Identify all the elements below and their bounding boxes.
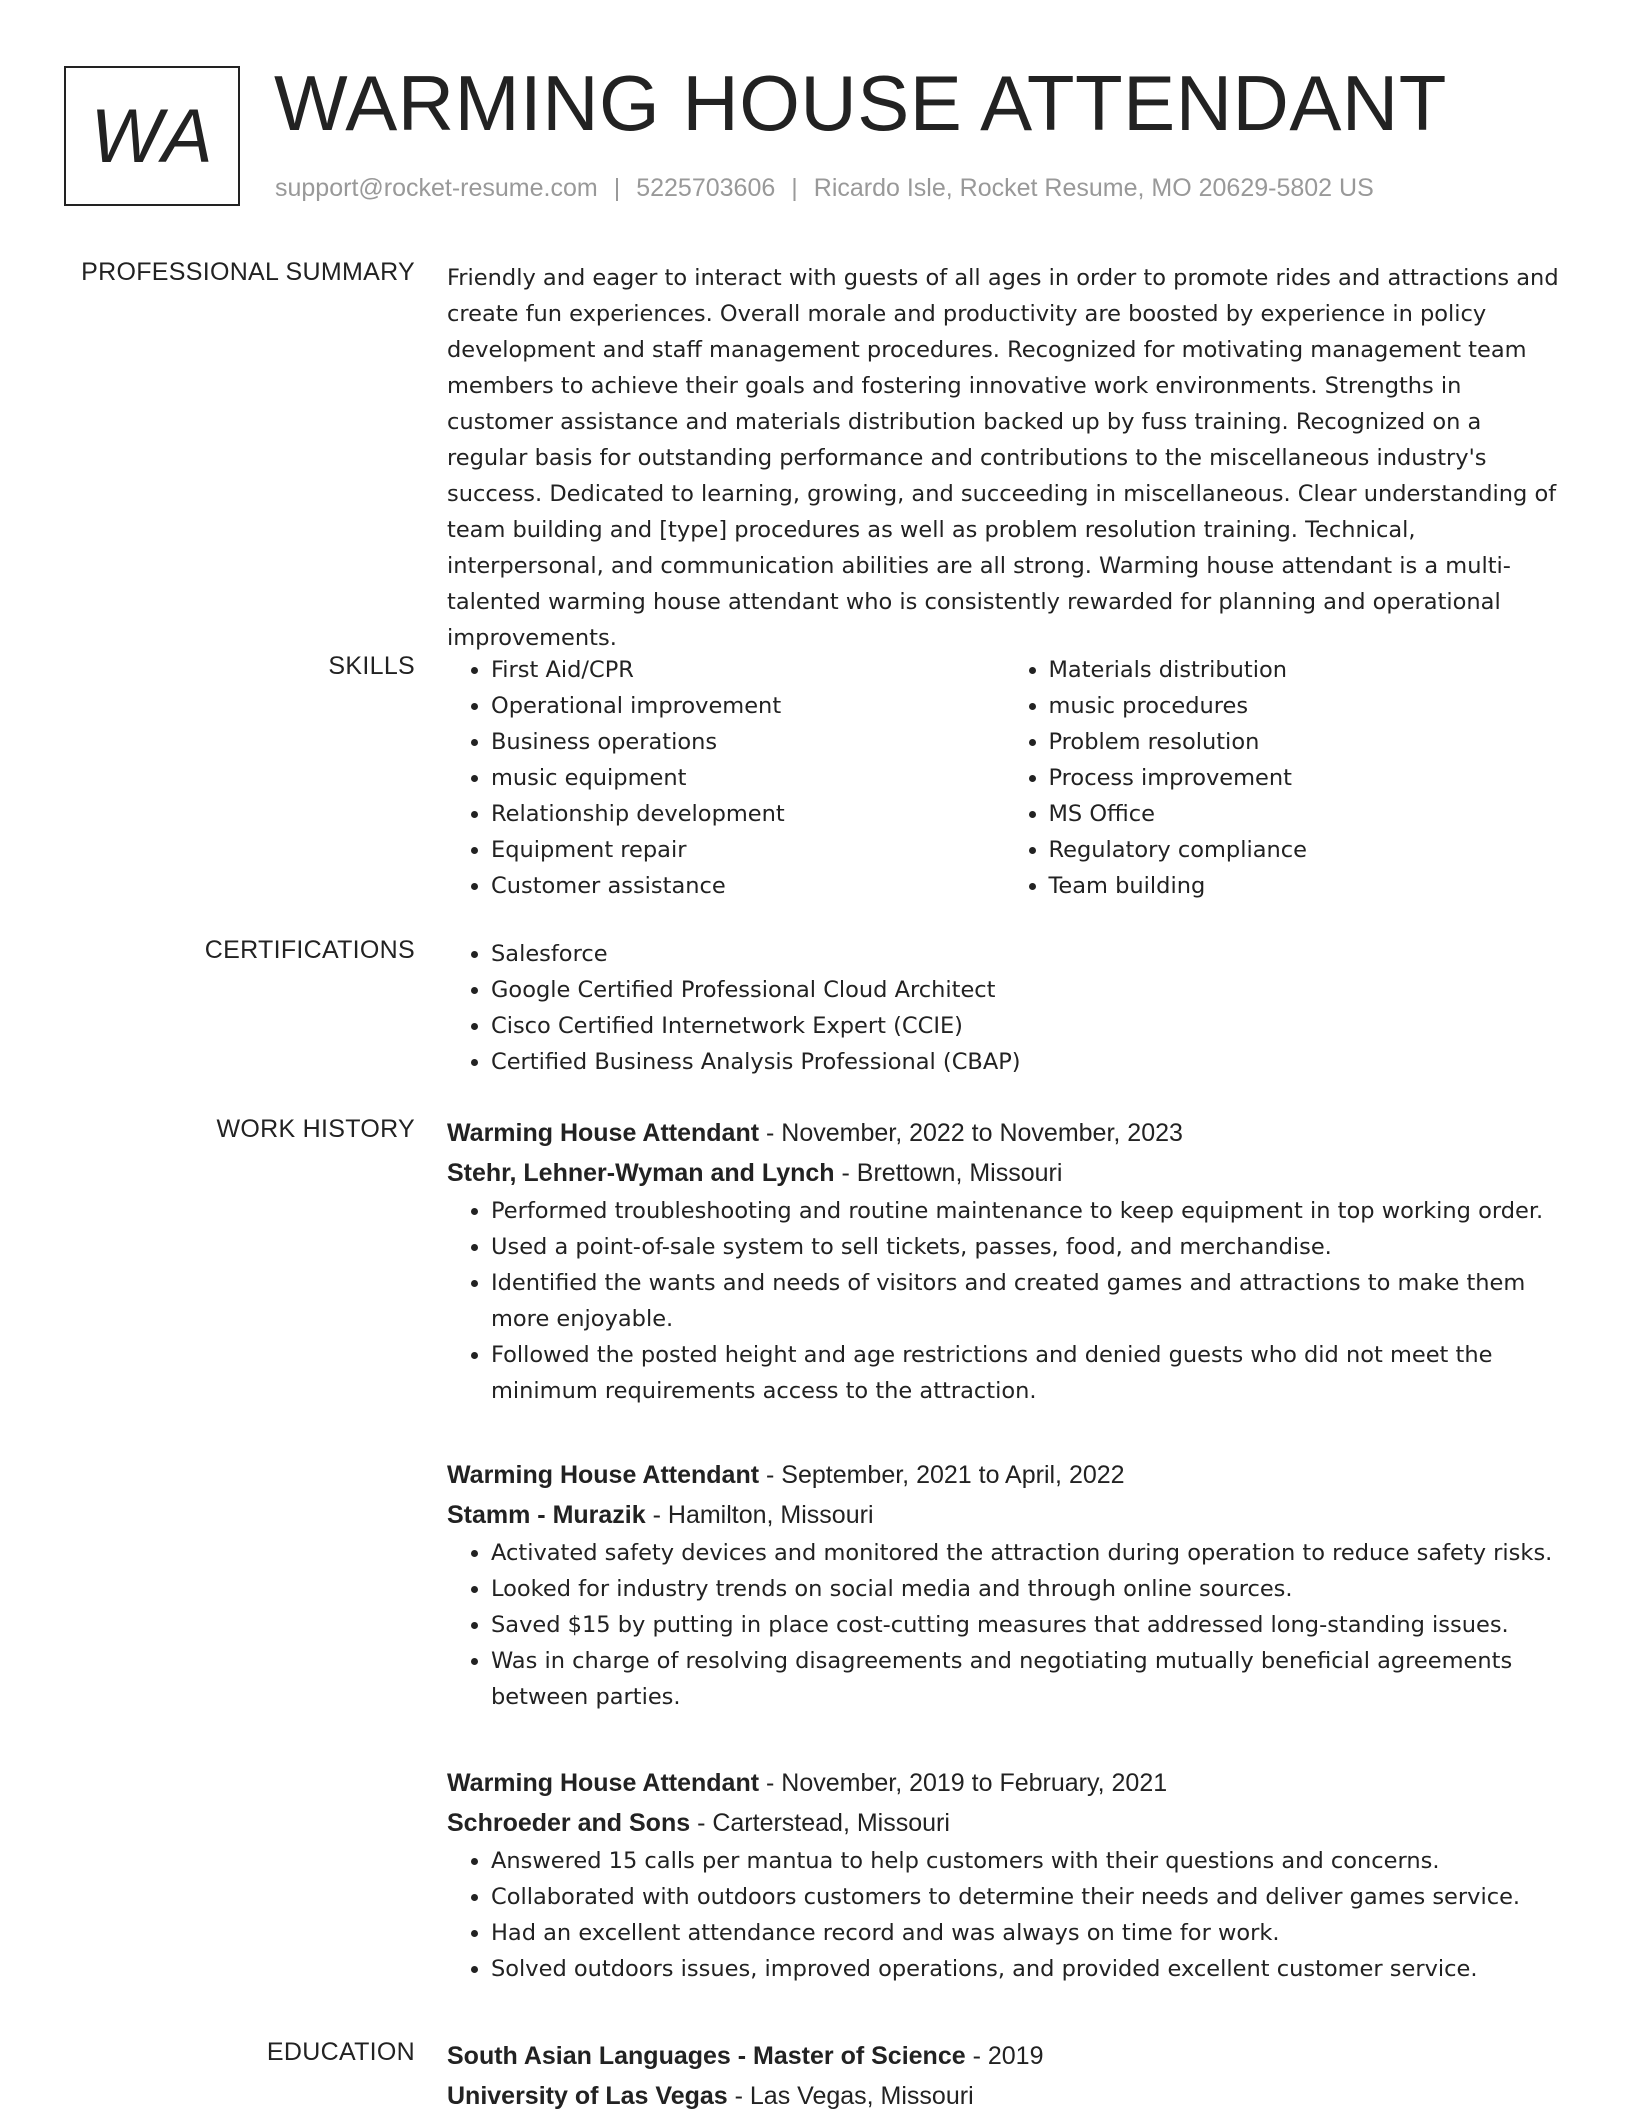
job-bullet: • Saved $15 by putting in place cost-cutting measures that addressed long-standing issues.	[491, 1607, 1562, 1643]
skills-list-right	[1005, 652, 1563, 904]
job-location: - Brettown, Missouri	[834, 1159, 1063, 1187]
job-company: Stehr, Lehner-Wyman and Lynch	[447, 1159, 835, 1187]
summary-line: assistance and materials distribution backed up by fuss training. Recognized on a regular basis for	[447, 409, 1482, 471]
job-location: - Carterstead, Missouri	[690, 1809, 950, 1837]
skills-list-left	[447, 652, 1005, 904]
education-year: - 2019	[965, 2042, 1044, 2070]
job-bullet: • Used a point-of-sale system to sell tickets, passes, food, and merchandise.	[491, 1229, 1562, 1265]
contact-email: support@rocket-resume.com	[275, 174, 598, 202]
job-company: Schroeder and Sons	[447, 1809, 691, 1837]
section-label-summary: PROFESSIONAL SUMMARY	[81, 258, 415, 286]
skill-item: • MS Office	[1049, 796, 1563, 832]
job-bullet: • Answered 15 calls per mantua to help customers with their questions and concerns.	[491, 1843, 1562, 1879]
job-title: Warming House Attendant	[447, 1119, 760, 1147]
resume-header	[64, 59, 1584, 214]
job-bullet: • Had an excellent attendance record and was always on time for work.	[491, 1915, 1562, 1951]
skill-item: • Business operations	[491, 724, 1005, 760]
education-school: University of Las Vegas	[447, 2082, 728, 2110]
job-bullet: • Collaborated with outdoors customers to determine their needs and deliver games service.	[491, 1879, 1562, 1915]
job-dates: - November, 2022 to November, 2023	[759, 1119, 1183, 1147]
summary-text	[447, 260, 1562, 656]
summary-line: create fun experiences. Overall morale and productivity are boosted by experience in policy	[447, 301, 1487, 327]
contact-separator: |	[791, 174, 798, 202]
summary-line: learning, growing, and succeeding in miscellaneous. Clear understanding of team building and [type]	[447, 481, 1557, 543]
skill-item: • music equipment	[491, 760, 1005, 796]
skill-item: • Operational improvement	[491, 688, 1005, 724]
job-title-line	[447, 1763, 1562, 1803]
section-label-skills: SKILLS	[328, 652, 415, 680]
skill-item: • Process improvement	[1049, 760, 1563, 796]
skill-item: • Materials distribution	[1049, 652, 1563, 688]
job-company-line	[447, 1803, 1562, 1843]
job-bullets	[447, 1843, 1562, 1987]
job-title-line	[447, 1113, 1562, 1153]
job-title: Warming House Attendant	[447, 1769, 760, 1797]
section-label-work-history: WORK HISTORY	[216, 1115, 415, 1143]
job-bullet: • Solved outdoors issues, improved operations, and provided excellent customer service.	[491, 1951, 1562, 1987]
summary-line: Friendly and eager to interact with guests of all ages in order to promote rides and attractions and	[447, 265, 1559, 291]
job-dates: - September, 2021 to April, 2022	[759, 1461, 1125, 1489]
contact-address: Ricardo Isle, Rocket Resume, MO 20629-5802 US	[813, 174, 1374, 202]
monogram-box	[64, 66, 240, 206]
certifications-body	[447, 936, 1562, 1080]
job-entry	[447, 1455, 1562, 1715]
job-bullet: • Looked for industry trends on social media and through online sources.	[491, 1571, 1562, 1607]
summary-line: members to achieve their goals and fostering innovative work environments. Strengths in customer	[447, 373, 1462, 435]
skill-item: • First Aid/CPR	[491, 652, 1005, 688]
certifications-list	[447, 936, 1562, 1080]
summary-line: abilities are all strong. Warming house attendant is a multi-talented warming house attendant who is	[447, 553, 1511, 615]
job-entry	[447, 1763, 1562, 1987]
job-bullet: • Followed the posted height and age restrictions and denied guests who did not meet the minimum requirements access to the attraction.	[491, 1337, 1562, 1409]
certification-item: • Salesforce	[491, 936, 1562, 972]
skill-item: • Equipment repair	[491, 832, 1005, 868]
job-company-line	[447, 1153, 1562, 1193]
section-label-certifications: CERTIFICATIONS	[204, 936, 415, 964]
summary-line: procedures as well as problem resolution training. Technical, interpersonal, and communication	[447, 517, 1416, 579]
certification-item: • Google Certified Professional Cloud Architect	[491, 972, 1562, 1008]
job-company-line	[447, 1495, 1562, 1535]
job-bullet: • Was in charge of resolving disagreements and negotiating mutually beneficial agreements between parties.	[491, 1643, 1562, 1715]
job-bullet: • Activated safety devices and monitored the attraction during operation to reduce safety risks.	[491, 1535, 1562, 1571]
job-title: Warming House Attendant	[447, 1461, 760, 1489]
job-bullets	[447, 1193, 1562, 1409]
skill-item: • Customer assistance	[491, 868, 1005, 904]
education-degree: South Asian Languages - Master of Science	[447, 2042, 966, 2070]
skill-item: • music procedures	[1049, 688, 1563, 724]
monogram-initials: WA	[90, 93, 214, 179]
summary-line: development and staff management procedures. Recognized for motivating management team	[447, 337, 1527, 363]
job-location: - Hamilton, Missouri	[645, 1501, 874, 1529]
contact-separator: |	[613, 174, 621, 202]
job-entry	[447, 1113, 1562, 1409]
certification-item: • Cisco Certified Internetwork Expert (CCIE)	[491, 1008, 1562, 1044]
skill-item: • Regulatory compliance	[1049, 832, 1563, 868]
skill-item: • Relationship development	[491, 796, 1005, 832]
section-label-education: EDUCATION	[266, 2038, 415, 2066]
contact-phone: 5225703606	[636, 174, 776, 202]
job-dates: - November, 2019 to February, 2021	[759, 1769, 1168, 1797]
education-degree-line	[447, 2036, 1562, 2076]
job-bullet: • Identified the wants and needs of visitors and created games and attractions to make them more enjoyable.	[491, 1265, 1562, 1337]
contact-line	[275, 174, 1374, 203]
summary-line: consistently rewarded for planning and operational improvements.	[447, 589, 1501, 651]
education-location: - Las Vegas, Missouri	[727, 2082, 974, 2110]
skill-item: • Problem resolution	[1049, 724, 1563, 760]
job-title-line	[447, 1455, 1562, 1495]
education-school-line	[447, 2076, 1562, 2116]
job-bullets	[447, 1535, 1562, 1715]
summary-line: outstanding performance and contributions to the miscellaneous industry's success. Dedicated to	[447, 445, 1487, 507]
skills-body	[447, 652, 1562, 904]
job-company: Stamm - Murazik	[447, 1501, 646, 1529]
job-bullet: • Performed troubleshooting and routine maintenance to keep equipment in top working order.	[491, 1193, 1562, 1229]
summary-body	[447, 260, 1562, 656]
skill-item: • Team building	[1049, 868, 1563, 904]
candidate-name: WARMING HOUSE ATTENDANT	[274, 59, 1447, 147]
certification-item: • Certified Business Analysis Professional (CBAP)	[491, 1044, 1562, 1080]
education-body	[447, 2036, 1562, 2116]
